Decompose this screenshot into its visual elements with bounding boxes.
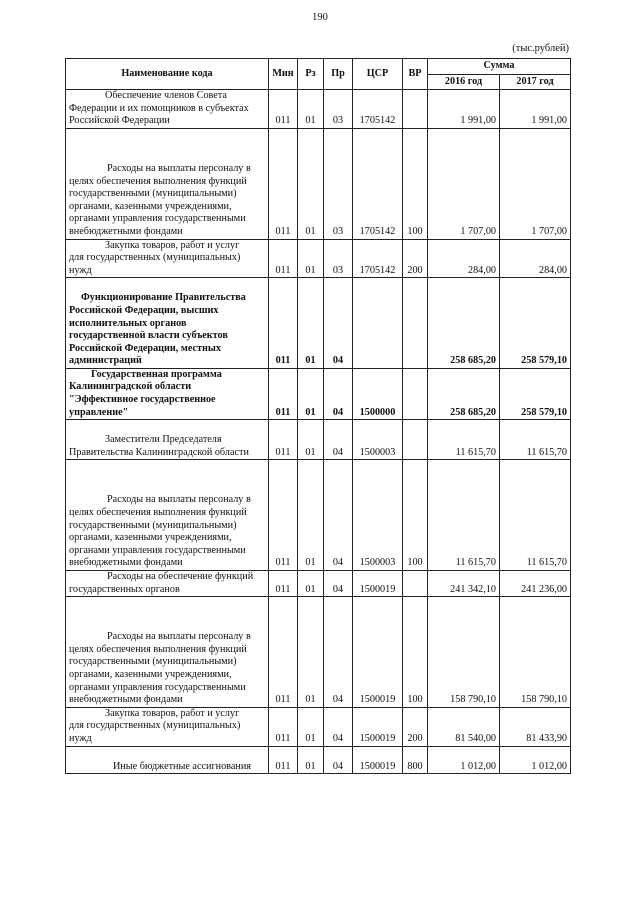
- row-csr: [353, 278, 403, 369]
- row-pr: 04: [324, 460, 353, 571]
- units-note: (тыс.рублей): [512, 43, 569, 54]
- row-name-line: Иные бюджетные ассигнования: [113, 760, 251, 772]
- row-sum-2016: 11 615,70: [428, 460, 500, 571]
- row-sum-2016: 1 991,00: [428, 90, 500, 129]
- row-sum-2016: 258 685,20: [428, 278, 500, 369]
- row-csr: 1500000: [353, 368, 403, 419]
- row-name-line: органами управления государственными: [69, 681, 246, 693]
- row-sum-2016: 11 615,70: [428, 420, 500, 460]
- row-csr: 1500019: [353, 571, 403, 597]
- row-name-line: органами управления государственными: [69, 544, 246, 556]
- row-rz: 01: [298, 571, 324, 597]
- table-row: [66, 460, 571, 571]
- row-min: 011: [269, 597, 298, 708]
- row-name-line: целях обеспечения выполнения функций: [69, 643, 247, 655]
- row-pr: 03: [324, 239, 353, 278]
- row-min: 011: [269, 239, 298, 278]
- header-csr: ЦСР: [353, 59, 403, 90]
- row-vr: [403, 368, 428, 419]
- row-csr: 1705142: [353, 239, 403, 278]
- row-sum-2017: 284,00: [500, 239, 571, 278]
- header-sum: Сумма: [428, 59, 571, 75]
- row-rz: 01: [298, 90, 324, 129]
- row-csr: 1500003: [353, 420, 403, 460]
- row-sum-2017: 11 615,70: [500, 420, 571, 460]
- row-name-line: органами, казенными учреждениями,: [69, 532, 232, 544]
- row-sum-2016: 241 342,10: [428, 571, 500, 597]
- row-vr: 100: [403, 128, 428, 239]
- row-name-line: Заместители Председателя: [105, 434, 222, 446]
- row-name-line: государственными (муниципальными): [69, 188, 237, 200]
- row-rz: 01: [298, 597, 324, 708]
- row-rz: 01: [298, 278, 324, 369]
- row-sum-2017: 11 615,70: [500, 460, 571, 571]
- row-vr: [403, 90, 428, 129]
- row-name: [66, 368, 269, 419]
- row-name-line: органами, казенными учреждениями,: [69, 200, 232, 212]
- row-name-line: Закупка товаров, работ и услуг: [105, 239, 240, 251]
- row-name-line: администраций: [69, 355, 142, 367]
- row-rz: 01: [298, 746, 324, 774]
- header-year-2016: 2016 год: [428, 74, 500, 90]
- header-vr: ВР: [403, 59, 428, 90]
- row-rz: 01: [298, 460, 324, 571]
- row-csr: 1500019: [353, 597, 403, 708]
- row-min: 011: [269, 571, 298, 597]
- row-sum-2017: 258 579,10: [500, 368, 571, 419]
- row-sum-2017: 241 236,00: [500, 571, 571, 597]
- row-min: 011: [269, 707, 298, 746]
- row-name-line: нужд: [69, 732, 92, 744]
- row-name-line: Расходы на выплаты персоналу в: [107, 494, 251, 506]
- row-name-line: Закупка товаров, работ и услуг: [105, 707, 240, 719]
- row-sum-2017: 1 991,00: [500, 90, 571, 129]
- row-name-line: Государственная программа: [91, 368, 222, 380]
- row-min: 011: [269, 278, 298, 369]
- table-row: [66, 90, 571, 129]
- row-sum-2017: 1 707,00: [500, 128, 571, 239]
- row-csr: 1500003: [353, 460, 403, 571]
- row-rz: 01: [298, 239, 324, 278]
- row-vr: [403, 571, 428, 597]
- row-name: [66, 597, 269, 708]
- row-name-line: целях обеспечения выполнения функций: [69, 507, 247, 519]
- row-pr: 03: [324, 128, 353, 239]
- row-sum-2016: 284,00: [428, 239, 500, 278]
- table-row: [66, 368, 571, 419]
- row-vr: [403, 278, 428, 369]
- row-vr: 100: [403, 460, 428, 571]
- row-pr: 04: [324, 746, 353, 774]
- row-pr: 03: [324, 90, 353, 129]
- table-row: [66, 707, 571, 746]
- row-pr: 04: [324, 707, 353, 746]
- row-min: 011: [269, 90, 298, 129]
- table-row: [66, 239, 571, 278]
- row-csr: 1500019: [353, 746, 403, 774]
- row-rz: 01: [298, 128, 324, 239]
- row-name-line: государственными (муниципальными): [69, 519, 237, 531]
- row-name-line: Расходы на выплаты персоналу в: [107, 631, 251, 643]
- row-name-line: внебюджетными фондами: [69, 557, 183, 569]
- row-sum-2016: 81 540,00: [428, 707, 500, 746]
- row-name-line: Федерации и их помощников в субъектах: [69, 102, 249, 114]
- row-pr: 04: [324, 571, 353, 597]
- header-name: Наименование кода: [66, 59, 269, 90]
- row-name-line: исполнительных органов: [69, 317, 187, 329]
- row-name-line: государственной власти субъектов: [69, 330, 228, 342]
- row-name-line: внебюджетными фондами: [69, 225, 183, 237]
- row-name-line: Расходы на обеспечение функций: [107, 571, 254, 582]
- row-min: 011: [269, 746, 298, 774]
- page-number: 190: [312, 12, 328, 23]
- row-name-line: органами, казенными учреждениями,: [69, 668, 232, 680]
- row-name-line: органами управления государственными: [69, 213, 246, 225]
- row-name-line: Российской Федерации, местных: [69, 342, 221, 354]
- table-body: [66, 90, 571, 774]
- row-name-line: целях обеспечения выполнения функций: [69, 175, 247, 187]
- row-name: [66, 707, 269, 746]
- table-row: [66, 420, 571, 460]
- row-name-line: государственными (муниципальными): [69, 656, 237, 668]
- row-name-line: внебюджетными фондами: [69, 694, 183, 706]
- budget-table: [65, 58, 571, 774]
- row-vr: [403, 420, 428, 460]
- row-name-line: Расходы на выплаты персоналу в: [107, 162, 251, 174]
- row-name-line: Обеспечение членов Совета: [105, 90, 227, 102]
- row-min: 011: [269, 460, 298, 571]
- row-name-line: нужд: [69, 264, 92, 276]
- table-row: [66, 746, 571, 774]
- row-vr: 200: [403, 707, 428, 746]
- row-sum-2017: 81 433,90: [500, 707, 571, 746]
- row-sum-2016: 158 790,10: [428, 597, 500, 708]
- row-name-line: "Эффективное государственное: [69, 394, 216, 406]
- row-name: [66, 239, 269, 278]
- row-csr: 1500019: [353, 707, 403, 746]
- table-row: [66, 597, 571, 708]
- row-name: [66, 278, 269, 369]
- header-pr: Пр: [324, 59, 353, 90]
- table-row: [66, 128, 571, 239]
- row-csr: 1705142: [353, 90, 403, 129]
- row-name: [66, 128, 269, 239]
- row-sum-2016: 1 707,00: [428, 128, 500, 239]
- row-rz: 01: [298, 420, 324, 460]
- row-name-line: Калининградской области: [69, 381, 192, 393]
- table-row: [66, 278, 571, 369]
- row-name: [66, 90, 269, 129]
- row-sum-2017: 158 790,10: [500, 597, 571, 708]
- row-rz: 01: [298, 368, 324, 419]
- header-rz: Рз: [298, 59, 324, 90]
- row-name-line: Функционирование Правительства: [81, 292, 246, 304]
- row-name-line: государственных органов: [69, 583, 180, 595]
- row-name-line: для государственных (муниципальных): [69, 720, 241, 732]
- row-sum-2017: 1 012,00: [500, 746, 571, 774]
- row-pr: 04: [324, 597, 353, 708]
- row-min: 011: [269, 420, 298, 460]
- row-name: [66, 746, 269, 774]
- row-vr: 200: [403, 239, 428, 278]
- row-min: 011: [269, 368, 298, 419]
- row-name-line: управление": [69, 406, 129, 418]
- row-sum-2016: 258 685,20: [428, 368, 500, 419]
- row-csr: 1705142: [353, 128, 403, 239]
- row-name: [66, 420, 269, 460]
- row-name-line: Российской Федерации, высших: [69, 304, 219, 316]
- row-rz: 01: [298, 707, 324, 746]
- header-year-2017: 2017 год: [500, 74, 571, 90]
- row-name-line: Российской Федерации: [69, 115, 170, 127]
- row-name: [66, 571, 269, 597]
- row-sum-2017: 258 579,10: [500, 278, 571, 369]
- table-header: [66, 59, 571, 90]
- row-pr: 04: [324, 278, 353, 369]
- row-pr: 04: [324, 368, 353, 419]
- header-min: Мин: [269, 59, 298, 90]
- row-pr: 04: [324, 420, 353, 460]
- row-min: 011: [269, 128, 298, 239]
- row-vr: 800: [403, 746, 428, 774]
- table-row: [66, 571, 571, 597]
- row-name: [66, 460, 269, 571]
- row-vr: 100: [403, 597, 428, 708]
- row-name-line: для государственных (муниципальных): [69, 252, 241, 264]
- row-sum-2016: 1 012,00: [428, 746, 500, 774]
- row-name-line: Правительства Калининградской области: [69, 446, 249, 458]
